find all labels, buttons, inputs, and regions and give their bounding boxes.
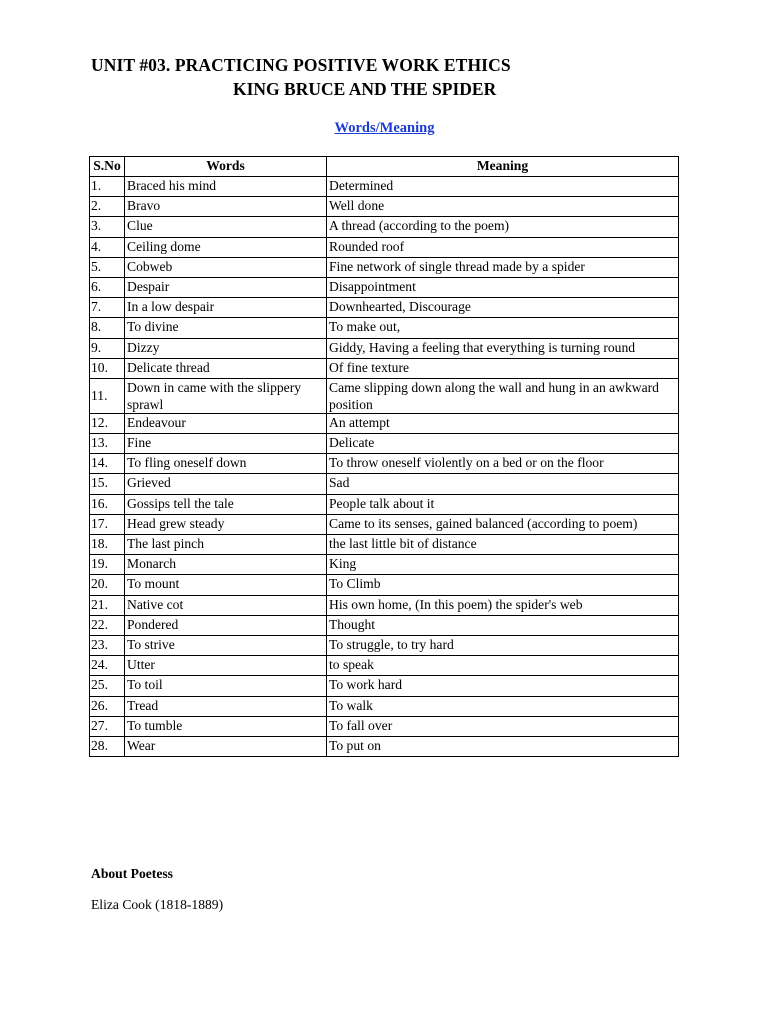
table-row <box>90 494 679 514</box>
table-row <box>90 716 679 736</box>
poem-title: KING BRUCE AND THE SPIDER <box>233 79 497 99</box>
row-number: 5. <box>90 257 125 277</box>
row-meaning: Delicate <box>327 434 679 454</box>
row-number: 17. <box>90 514 125 534</box>
table-row <box>90 237 679 257</box>
row-meaning: To throw oneself violently on a bed or on the floor <box>327 454 679 474</box>
row-word: Ceiling dome <box>125 237 327 257</box>
row-word: To strive <box>125 635 327 655</box>
table-row <box>90 635 679 655</box>
row-number: 22. <box>90 615 125 635</box>
column-header-sno: S.No <box>90 157 125 177</box>
row-word: Bravo <box>125 197 327 217</box>
row-word: To toil <box>125 676 327 696</box>
row-number: 27. <box>90 716 125 736</box>
row-word: Braced his mind <box>125 177 327 197</box>
row-word: Endeavour <box>125 413 327 433</box>
row-word: To fling oneself down <box>125 454 327 474</box>
table-row <box>90 555 679 575</box>
about-heading: About Poetess <box>91 866 173 881</box>
column-header-meaning: Meaning <box>327 157 679 177</box>
row-word: To tumble <box>125 716 327 736</box>
row-meaning: His own home, (In this poem) the spider's web <box>327 595 679 615</box>
row-meaning: Giddy, Having a feeling that everything is turning round <box>327 338 679 358</box>
row-number: 1. <box>90 177 125 197</box>
row-meaning: Of fine texture <box>327 358 679 378</box>
row-number: 10. <box>90 358 125 378</box>
table-row <box>90 277 679 297</box>
table-row <box>90 434 679 454</box>
row-meaning: Rounded roof <box>327 237 679 257</box>
row-number: 21. <box>90 595 125 615</box>
row-meaning: Came to its senses, gained balanced (according to poem) <box>327 514 679 534</box>
table-row <box>90 474 679 494</box>
row-meaning: the last little bit of distance <box>327 535 679 555</box>
row-word: Cobweb <box>125 257 327 277</box>
table-row <box>90 298 679 318</box>
row-meaning: To Climb <box>327 575 679 595</box>
table-row <box>90 595 679 615</box>
row-word: To mount <box>125 575 327 595</box>
table-row <box>90 177 679 197</box>
row-number: 26. <box>90 696 125 716</box>
table-row <box>90 535 679 555</box>
row-number: 9. <box>90 338 125 358</box>
row-meaning: To work hard <box>327 676 679 696</box>
row-meaning: King <box>327 555 679 575</box>
table-header-row <box>90 157 679 177</box>
row-word: Head grew steady <box>125 514 327 534</box>
row-number: 11. <box>90 378 125 413</box>
row-word: Grieved <box>125 474 327 494</box>
section-heading <box>0 120 768 137</box>
table-body <box>90 177 679 757</box>
row-number: 4. <box>90 237 125 257</box>
row-word: Fine <box>125 434 327 454</box>
table-row <box>90 378 679 413</box>
row-word: Monarch <box>125 555 327 575</box>
row-number: 6. <box>90 277 125 297</box>
row-number: 23. <box>90 635 125 655</box>
row-meaning: To fall over <box>327 716 679 736</box>
row-word: To divine <box>125 318 327 338</box>
unit-title: UNIT #03. PRACTICING POSITIVE WORK ETHICS <box>91 55 511 75</box>
row-meaning: Determined <box>327 177 679 197</box>
row-word: Utter <box>125 656 327 676</box>
row-number: 25. <box>90 676 125 696</box>
row-number: 18. <box>90 535 125 555</box>
row-word: Pondered <box>125 615 327 635</box>
table-row <box>90 197 679 217</box>
row-number: 28. <box>90 736 125 756</box>
row-meaning: to speak <box>327 656 679 676</box>
row-word: Gossips tell the tale <box>125 494 327 514</box>
row-number: 24. <box>90 656 125 676</box>
table-row <box>90 696 679 716</box>
table-row <box>90 454 679 474</box>
table-row <box>90 615 679 635</box>
row-meaning: Thought <box>327 615 679 635</box>
row-word: Delicate thread <box>125 358 327 378</box>
table-row <box>90 736 679 756</box>
row-number: 13. <box>90 434 125 454</box>
row-meaning: Downhearted, Discourage <box>327 298 679 318</box>
author-name: Eliza Cook (1818-1889) <box>91 897 224 912</box>
table-row <box>90 575 679 595</box>
table-row <box>90 656 679 676</box>
row-number: 7. <box>90 298 125 318</box>
row-word: Native cot <box>125 595 327 615</box>
row-meaning: A thread (according to the poem) <box>327 217 679 237</box>
row-number: 15. <box>90 474 125 494</box>
row-meaning: To struggle, to try hard <box>327 635 679 655</box>
table-row <box>90 257 679 277</box>
row-meaning: Came slipping down along the wall and hung in an awkward position <box>327 378 679 413</box>
row-meaning: Well done <box>327 197 679 217</box>
words-meaning-link[interactable]: Words/Meaning <box>334 120 435 136</box>
row-number: 3. <box>90 217 125 237</box>
row-meaning: To make out, <box>327 318 679 338</box>
table-row <box>90 514 679 534</box>
row-meaning: Disappointment <box>327 277 679 297</box>
row-number: 12. <box>90 413 125 433</box>
row-number: 14. <box>90 454 125 474</box>
row-number: 8. <box>90 318 125 338</box>
row-number: 20. <box>90 575 125 595</box>
table-row <box>90 217 679 237</box>
row-word: The last pinch <box>125 535 327 555</box>
table-row <box>90 338 679 358</box>
row-number: 19. <box>90 555 125 575</box>
table-row <box>90 318 679 338</box>
row-number: 2. <box>90 197 125 217</box>
row-meaning: Fine network of single thread made by a spider <box>327 257 679 277</box>
column-header-words: Words <box>125 157 327 177</box>
row-word: Dizzy <box>125 338 327 358</box>
row-word: Down in came with the slippery sprawl <box>125 378 327 413</box>
row-word: Tread <box>125 696 327 716</box>
table-row <box>90 413 679 433</box>
row-number: 16. <box>90 494 125 514</box>
row-word: Clue <box>125 217 327 237</box>
row-meaning: To put on <box>327 736 679 756</box>
row-meaning: Sad <box>327 474 679 494</box>
row-word: Despair <box>125 277 327 297</box>
row-meaning: To walk <box>327 696 679 716</box>
table-row <box>90 676 679 696</box>
vocabulary-table <box>89 156 679 757</box>
row-meaning: An attempt <box>327 413 679 433</box>
table-row <box>90 358 679 378</box>
row-meaning: People talk about it <box>327 494 679 514</box>
row-word: In a low despair <box>125 298 327 318</box>
row-word: Wear <box>125 736 327 756</box>
